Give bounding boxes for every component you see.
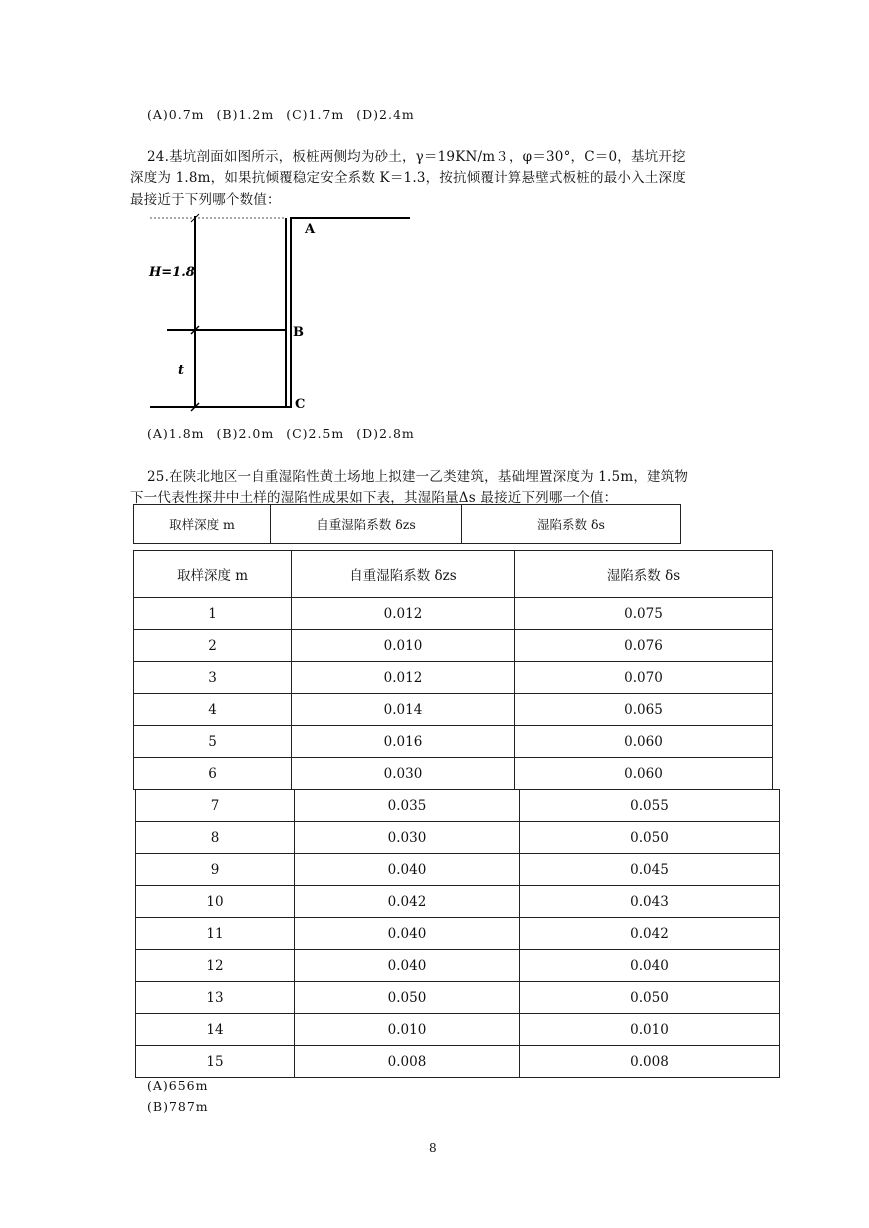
table-cell: 0.040	[295, 918, 520, 950]
table-cell: 0.050	[520, 822, 780, 854]
label-c: C	[295, 397, 306, 412]
table-row	[134, 726, 773, 758]
page-number: 8	[429, 1141, 437, 1155]
table-cell: 0.050	[520, 982, 780, 1014]
header-table-small	[133, 504, 681, 544]
table-cell: 9	[136, 854, 295, 886]
table-row	[134, 694, 773, 726]
table-row	[136, 1046, 780, 1078]
q25-option-a: (A)656m	[147, 1078, 209, 1093]
table-cell: 0.012	[292, 598, 515, 630]
q24-options	[147, 426, 427, 441]
table-row	[136, 982, 780, 1014]
table-cell: 1	[134, 598, 292, 630]
table-cell: 0.030	[292, 758, 515, 790]
table-cell: 7	[136, 790, 295, 822]
table-cell: 0.065	[515, 694, 773, 726]
q24-text-line-2: 深度为 1.8m，如果抗倾覆稳定安全系数 K＝1.3，按抗倾覆计算悬壁式板桩的最小入土深度	[130, 170, 686, 186]
table-cell: 13	[136, 982, 295, 1014]
table-cell: 0.055	[520, 790, 780, 822]
label-b: B	[293, 325, 304, 340]
table-cell: 15	[136, 1046, 295, 1078]
header-cell: 自重湿陷系数 δzs	[271, 505, 462, 544]
table-cell: 0.014	[292, 694, 515, 726]
table-row	[136, 822, 780, 854]
table-cell: 0.035	[295, 790, 520, 822]
option: (C)2.5m	[286, 426, 345, 441]
table-cell: 0.060	[515, 726, 773, 758]
q24-text-line-1: 24.基坑剖面如图所示，板桩两侧均为砂土，γ＝19KN/m３，φ＝30°，C＝0，基坑开挖	[147, 149, 686, 165]
table-cell: 11	[136, 918, 295, 950]
option: (D)2.4m	[356, 107, 415, 122]
table-cell: 0.016	[292, 726, 515, 758]
table-cell: 0.076	[515, 630, 773, 662]
table-cell: 0.050	[295, 982, 520, 1014]
table-row	[134, 662, 773, 694]
q24-text-line-3: 最接近于下列哪个数值：	[130, 192, 281, 208]
previous-question-options	[147, 107, 427, 122]
option: (A)0.7m	[147, 107, 205, 122]
table-cell: 3	[134, 662, 292, 694]
table-row	[136, 1014, 780, 1046]
table-row	[134, 598, 773, 630]
table-cell: 0.030	[295, 822, 520, 854]
table-cell: 0.012	[292, 662, 515, 694]
table-cell: 6	[134, 758, 292, 790]
table-row	[136, 918, 780, 950]
table-cell: 12	[136, 950, 295, 982]
q25-option-b: (B)787m	[147, 1099, 209, 1114]
table-cell: 0.042	[295, 886, 520, 918]
option: (A)1.8m	[147, 426, 205, 441]
table-cell: 0.010	[295, 1014, 520, 1046]
table-cell: 2	[134, 630, 292, 662]
table-row	[136, 790, 780, 822]
table-cell: 0.043	[520, 886, 780, 918]
table-cell: 0.040	[520, 950, 780, 982]
table-cell: 0.042	[520, 918, 780, 950]
table-cell: 0.070	[515, 662, 773, 694]
table-cell: 0.060	[515, 758, 773, 790]
header-cell: 湿陷系数 δs	[515, 551, 773, 598]
collapsibility-table-part-2	[135, 789, 780, 1078]
table-row	[134, 758, 773, 790]
option: (C)1.7m	[286, 107, 345, 122]
collapsibility-table-part-1	[133, 550, 773, 790]
q25-text-line-2: 下一代表性探井中土样的湿陷性成果如下表，其湿陷量Δs 最接近下列哪一个值：	[130, 490, 618, 506]
table-cell: 8	[136, 822, 295, 854]
label-t: t	[178, 363, 185, 378]
table-cell: 0.040	[295, 854, 520, 886]
q25-text-line-1: 25.在陕北地区一自重湿陷性黄土场地上拟建一乙类建筑，基础埋置深度为 1.5m，建筑物	[147, 469, 689, 485]
table-cell: 0.008	[295, 1046, 520, 1078]
label-a: A	[305, 222, 316, 237]
header-cell: 自重湿陷系数 δzs	[292, 551, 515, 598]
table-row	[136, 854, 780, 886]
table-cell: 10	[136, 886, 295, 918]
table-cell: 14	[136, 1014, 295, 1046]
sheet-pile-figure	[145, 208, 425, 418]
label-h: H=1.8	[149, 265, 195, 280]
table-cell: 0.075	[515, 598, 773, 630]
table-cell: 0.040	[295, 950, 520, 982]
table-cell: 0.010	[520, 1014, 780, 1046]
header-cell: 取样深度 m	[134, 551, 292, 598]
table-cell: 4	[134, 694, 292, 726]
table-row	[134, 630, 773, 662]
option: (D)2.8m	[356, 426, 415, 441]
header-cell: 湿陷系数 δs	[462, 505, 681, 544]
table-cell: 0.010	[292, 630, 515, 662]
header-cell: 取样深度 m	[134, 505, 271, 544]
table-cell: 0.008	[520, 1046, 780, 1078]
option: (B)1.2m	[216, 107, 275, 122]
option: (B)2.0m	[216, 426, 275, 441]
table-cell: 0.045	[520, 854, 780, 886]
table-cell: 5	[134, 726, 292, 758]
table-row	[136, 886, 780, 918]
table-row	[136, 950, 780, 982]
